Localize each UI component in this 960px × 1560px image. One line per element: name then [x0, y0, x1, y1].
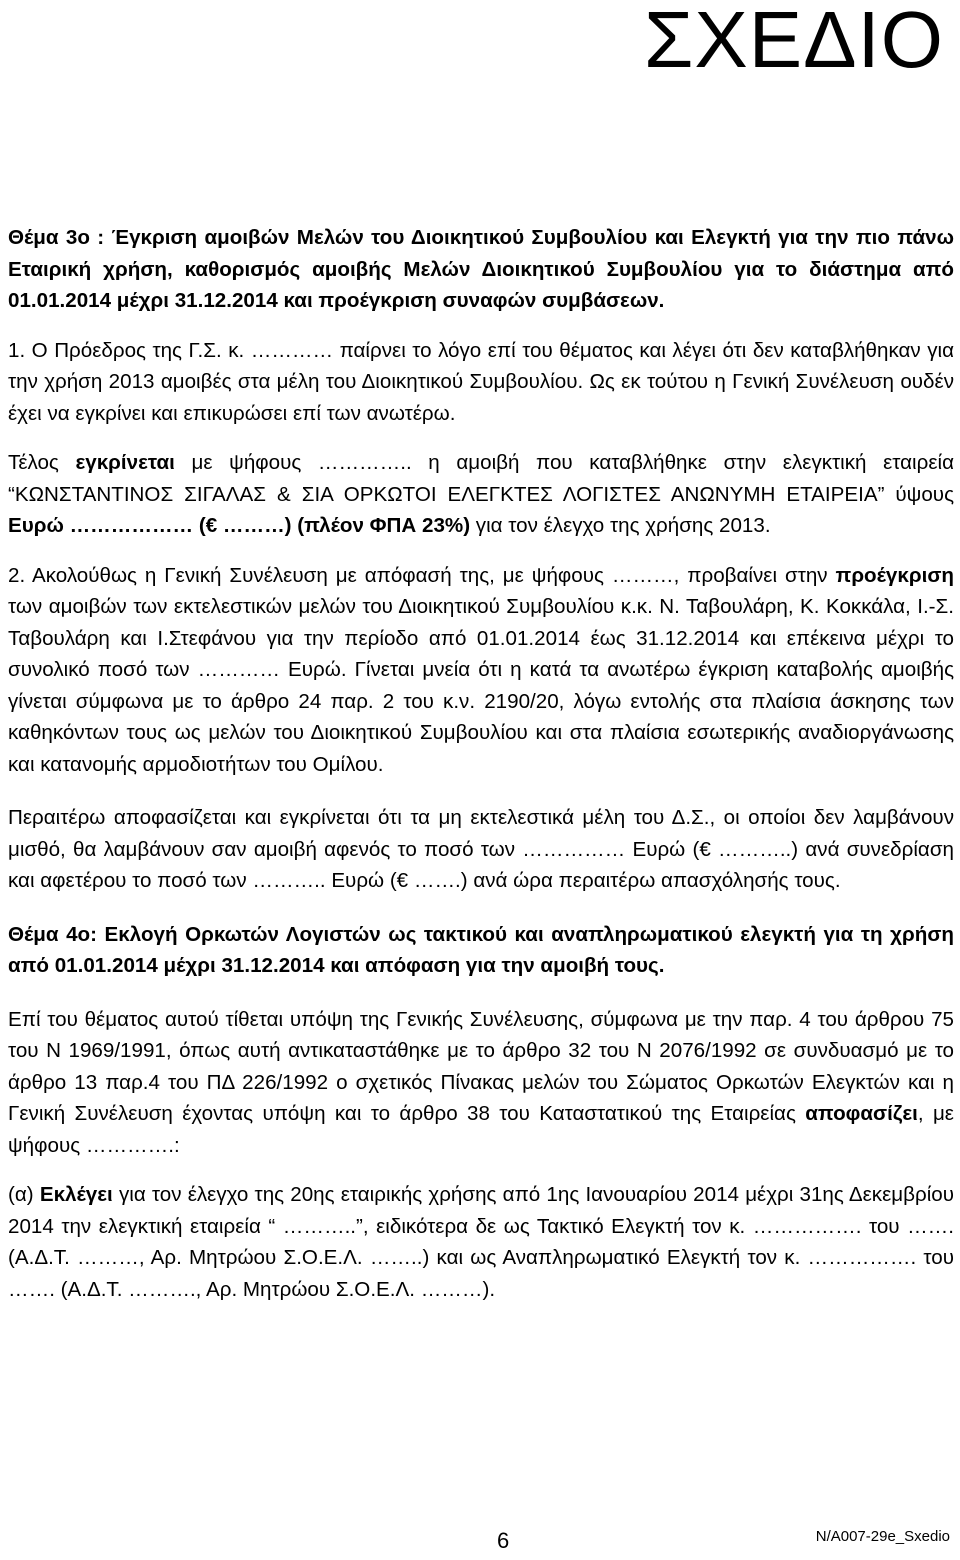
item3-paragraph-1: 1. Ο Πρόεδρος της Γ.Σ. κ. ………… παίρνει το λόγο επί του θέματος και λέγει ότι δεν καταβλήθηκαν για την χρήση 2013 αμοιβές στα μέλη του Διοικητικού Συμβουλίου. Ως εκ τούτου η Γενική Συνέλευση ουδέν έχει να εγκρίνει και επικυρώσει επί των ανωτέρω.	[8, 338, 954, 425]
item3-paragraph-2: Τέλος εγκρίνεται με ψήφους ………….. η αμοιβή που καταβλήθηκε στην ελεγκτική εταιρεία “ΚΩΝΣΤΑΝΤΙΝΟΣ ΣΙΓΑΛΑΣ & ΣΙΑ ΟΡΚΩΤΟΙ ΕΛΕΓΚΤΕΣ ΛΟΓΙΣΤΕΣ ΑΝΩΝΥΜΗ ΕΤΑΙΡΕΙΑ” ύψους Ευρώ ……………… (€ ………) (πλέον ΦΠΑ 23%) για τον έλεγχο της χρήσης 2013.	[8, 451, 954, 537]
item3-paragraph-3: 2. Ακολούθως η Γενική Συνέλευση με απόφασή της, με ψήφους ………, προβαίνει στην προέγκριση των αμοιβών των εκτελεστικών μελών του Διοικητικού Συμβουλίου κ.κ. Ν. Ταβουλάρη, Κ. Κοκκάλα, Ι.-Σ. Ταβουλάρη και Ι.Στεφάνου για την περίοδο από 01.01.2014 έως 31.12.2014 και επέκεινα μέχρι το συνολικό ποσό των ………… Ευρώ. Γίνεται μνεία ότι η κατά τα ανωτέρω έγκριση καταβολής αμοιβής γίνεται σύμφωνα με το άρθρο 24 παρ. 2 του κ.ν. 2190/20, λόγω εντολής στα πλαίσια άσκησης των καθηκόντων τους ως μελών του Διοικητικού Συμβουλίου και στα πλαίσια εσωτερικής αναδιοργάνωσης και κατανομής αρμοδιοτήτων του Ομίλου.	[8, 563, 954, 776]
item3-paragraph-4: Περαιτέρω αποφασίζεται και εγκρίνεται ότι τα μη εκτελεστικά μέλη του Δ.Σ., οι οποίοι δεν λαμβάνουν μισθό, θα λαμβάνουν σαν αμοιβή αφενός το ποσό των …………… Ευρώ (€ ………..) ανά συνεδρίαση και αφετέρου το ποσό των ……….. Ευρώ (€ …….) ανά ώρα περαιτέρω απασχόλησής τους.	[8, 806, 954, 892]
item4-heading: Θέμα 4ο: Εκλογή Ορκωτών Λογιστών ως τακτικού και αναπληρωματικού ελεγκτή για τη χρήση από 01.01.2014 μέχρι 31.12.2014 και απόφαση για την αμοιβή τους.	[8, 922, 954, 977]
draft-watermark: ΣΧΕΔΙΟ	[643, 0, 944, 84]
document-body	[8, 222, 954, 1305]
item3-heading: Θέμα 3ο : Έγκριση αμοιβών Μελών του Διοικητικού Συμβουλίου και Ελεγκτή για την πιο πάνω Εταιρική χρήση, καθορισμός αμοιβής Μελών Διοικητικού Συμβουλίου για το διάστημα από 01.01.2014 μέχρι 31.12.2014 και προέγκριση συναφών συμβάσεων.	[8, 226, 954, 312]
document-code: N/A007-29e_Sxedio	[815, 1528, 950, 1545]
item4-paragraph-2: (α) Εκλέγει για τον έλεγχο της 20ης εταιρικής χρήσης από 1ης Ιανουαρίου 2014 μέχρι 31ης Δεκεμβρίου 2014 την ελεγκτική εταιρεία “ ………..”, ειδικότερα δε ως Τακτικό Ελεγκτή τον κ. ……………. του ……. (Α.Δ.Τ. ………, Αρ. Μητρώου Σ.Ο.Ε.Λ. ……..) και ως Αναπληρωματικό Ελεγκτή τον κ. ……………. του ……. (Α.Δ.Τ. ………., Αρ. Μητρώου Σ.Ο.Ε.Λ. ………).	[8, 1183, 955, 1301]
page-number: 6	[497, 1528, 510, 1553]
item4-paragraph-1: Επί του θέματος αυτού τίθεται υπόψη της Γενικής Συνέλευσης, σύμφωνα με την παρ. 4 του άρθρου 75 του Ν 1969/1991, όπως αυτή αντικαταστάθηκε με το άρθρο 32 του Ν 2076/1992 σε συνδυασμό με το άρθρο 13 παρ.4 του ΠΔ 226/1992 ο σχετικός Πίνακας μελών του Σώματος Ορκωτών Ελεγκτών και η Γενική Συνέλευση έχοντας υπόψη και το άρθρο 38 του Καταστατικού της Εταιρείας αποφασίζει, με ψήφους ………….:	[8, 1007, 954, 1157]
